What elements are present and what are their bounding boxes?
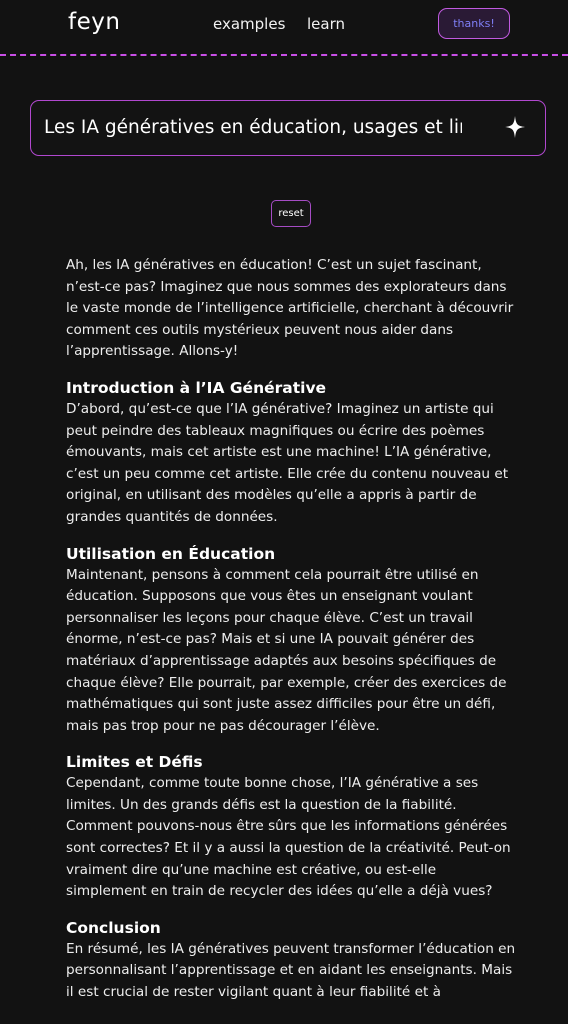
section-heading: Conclusion — [66, 918, 161, 937]
reset-button[interactable]: reset — [271, 200, 311, 227]
section-body: Cependant, comme toute bonne chose, l’IA générative a ses limites. Un des grands défis est la question de la fiabilité. Comment pouvons-nous être sûrs que les informations générées sont correctes? Et il y a aussi la question de la créativité. Peut-on vraiment dire qu’une machine est créative, ou est-elle simplement en train de recycler des idées qu’elle a déjà vues? — [66, 775, 511, 900]
section-heading: Utilisation en Éducation — [66, 544, 276, 563]
top-nav — [0, 0, 568, 52]
dashed-divider — [0, 54, 568, 56]
nav-link-learn[interactable]: learn — [307, 15, 345, 33]
intro-paragraph: Ah, les IA génératives en éducation! C’est un sujet fascinant, n’est-ce pas? Imaginez que nous sommes des explorateurs dans le vaste monde de l’intelligence artificielle, cherchant à découvrir comment ces outils mystérieux peuvent nous aider dans l’apprentissage. Allons-y! — [66, 257, 514, 360]
search-input[interactable] — [44, 101, 462, 154]
nav-link-examples[interactable]: examples — [213, 15, 286, 33]
section-heading: Introduction à l’IA Générative — [66, 378, 327, 397]
section-heading: Limites et Défis — [66, 753, 203, 772]
article — [66, 255, 516, 1019]
thanks-button[interactable]: thanks! — [438, 8, 510, 39]
sparkle-icon[interactable] — [503, 113, 527, 141]
section-body: En résumé, les IA génératives peuvent transformer l’éducation en personnalisant l’apprentissage et en aidant les enseignants. Mais il est crucial de rester vigilant quant à leur fiabilité et à — [66, 940, 516, 1001]
logo[interactable]: feyn — [68, 9, 121, 35]
section-body: D’abord, qu’est-ce que l’IA générative? Imaginez un artiste qui peut peindre des tableaux magnifiques ou écrire des poèmes émouvants, mais cet artiste est une machine! L’IA générative, c’est un peu comme cet artiste. Elle crée du contenu nouveau et original, en utilisant des modèles qu’elle a appris à partir de grandes quantités de données. — [66, 400, 509, 525]
section-body: Maintenant, pensons à comment cela pourrait être utilisé en éducation. Supposons que vous êtes un enseignant voulant personnaliser les leçons pour chaque élève. C’est un travail énorme, n’est-ce pas? Mais et si une IA pouvait générer des matériaux d’apprentissage adaptés aux besoins spécifiques de chaque élève? Elle pourrait, par exemple, créer des exercices de mathématiques qui sont juste assez difficiles pour être un défi, mais pas trop pour ne pas décourager l’élève. — [66, 566, 507, 734]
search-box[interactable] — [30, 100, 546, 156]
